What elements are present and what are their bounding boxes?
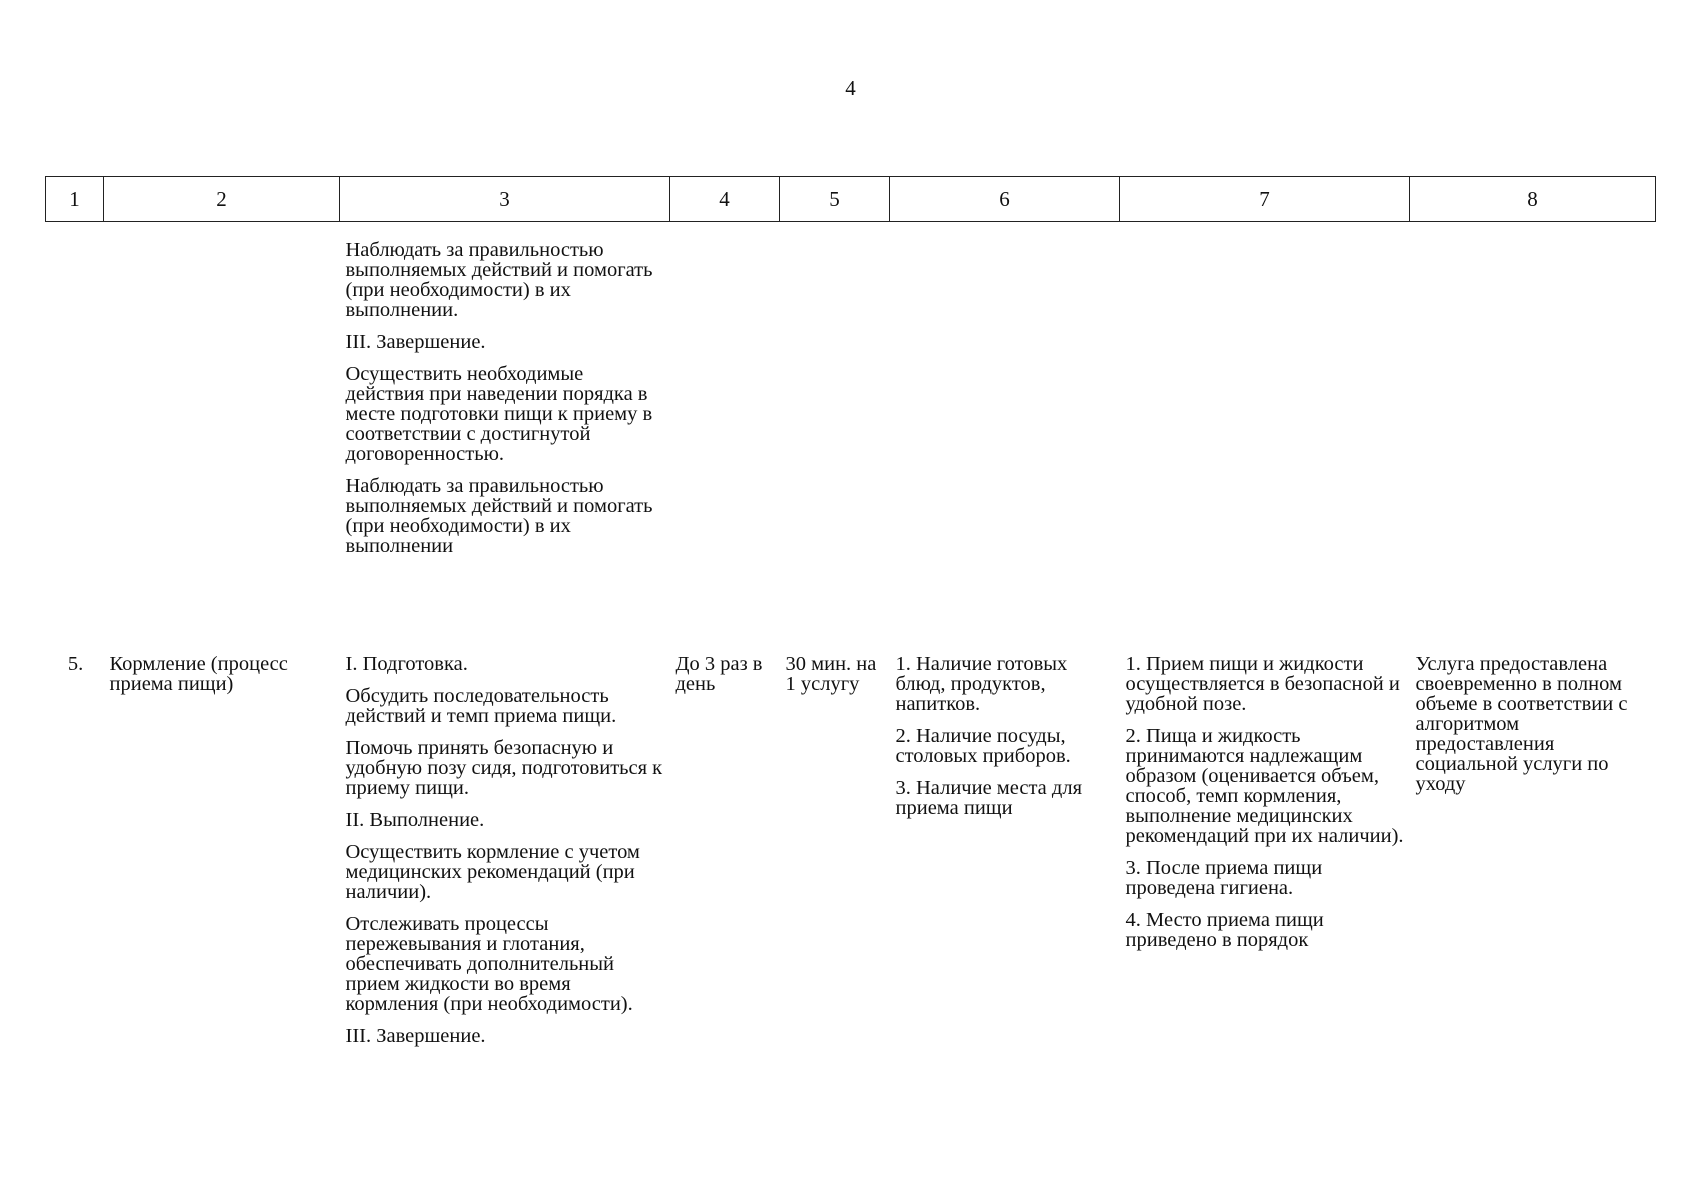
service-name: Кормление (процесс приема пищи) [109,653,288,695]
indicator-text: 1. Прием пищи и жидкости осуществляется в безопасной и удобной позе. [1125,653,1400,715]
step-text: III. Завершение. [345,1025,486,1047]
services-table [45,176,1656,1058]
service-duration: 30 мин. на 1 услугу [785,653,877,695]
continuation-steps-cell [340,222,670,643]
column-header-2: 2 [104,177,340,222]
step-text: Наблюдать за правильностью выполняемых действий и помогать (при необходимости) в их выполнении. [345,239,653,321]
step-text: Осуществить кормление с учетом медицинских рекомендаций (при наличии). [345,841,640,903]
column-number-row [46,177,1656,222]
step-text: II. Выполнение. [345,809,485,831]
column-header-4: 4 [670,177,780,222]
condition-text: 3. Наличие места для приема пищи [895,777,1082,819]
column-header-3: 3 [340,177,670,222]
continuation-row [46,222,1656,643]
service-steps-cell [340,642,670,1058]
step-text: I. Подготовка. [345,653,468,675]
indicator-text: 2. Пища и жидкость принимаются надлежащим образом (оценивается объем, способ, темп кормления, выполнение медицинских рекомендаций при их наличии). [1125,725,1404,847]
column-header-6: 6 [890,177,1120,222]
service-result: Услуга предоставлена своевременно в полном объеме в соответствии с алгоритмом предоставления социальной услуги по уходу [1415,653,1628,795]
condition-text: 1. Наличие готовых блюд, продуктов, напитков. [895,653,1068,715]
step-text: Обсудить последовательность действий и темп приема пищи. [345,685,617,727]
page-number: 4 [845,76,856,100]
service-indicators-cell [1120,642,1410,1058]
step-text: Помочь принять безопасную и удобную позу сидя, подготовиться к приему пищи. [345,737,663,799]
indicator-text: 3. После приема пищи проведена гигиена. [1125,857,1323,899]
service-row-5 [46,642,1656,1058]
column-header-5: 5 [780,177,890,222]
service-conditions-cell [890,642,1120,1058]
indicator-text: 4. Место приема пищи приведено в порядок [1125,909,1324,951]
condition-text: 2. Наличие посуды, столовых приборов. [895,725,1071,767]
column-header-8: 8 [1410,177,1656,222]
step-text: Отслеживать процессы пережевывания и глотания, обеспечивать дополнительный прием жидкости во время кормления (при необходимости). [345,913,633,1015]
step-text: Осуществить необходимые действия при наведении порядка в месте подготовки пищи к приему в соответствии с достигнутой договоренностью. [345,363,653,465]
service-frequency: До 3 раз в день [675,653,763,695]
step-text: Наблюдать за правильностью выполняемых действий и помогать (при необходимости) в их выполнении [345,475,653,557]
column-header-7: 7 [1120,177,1410,222]
step-text: III. Завершение. [345,331,486,353]
row-number: 5. [67,653,84,675]
column-header-1: 1 [46,177,104,222]
